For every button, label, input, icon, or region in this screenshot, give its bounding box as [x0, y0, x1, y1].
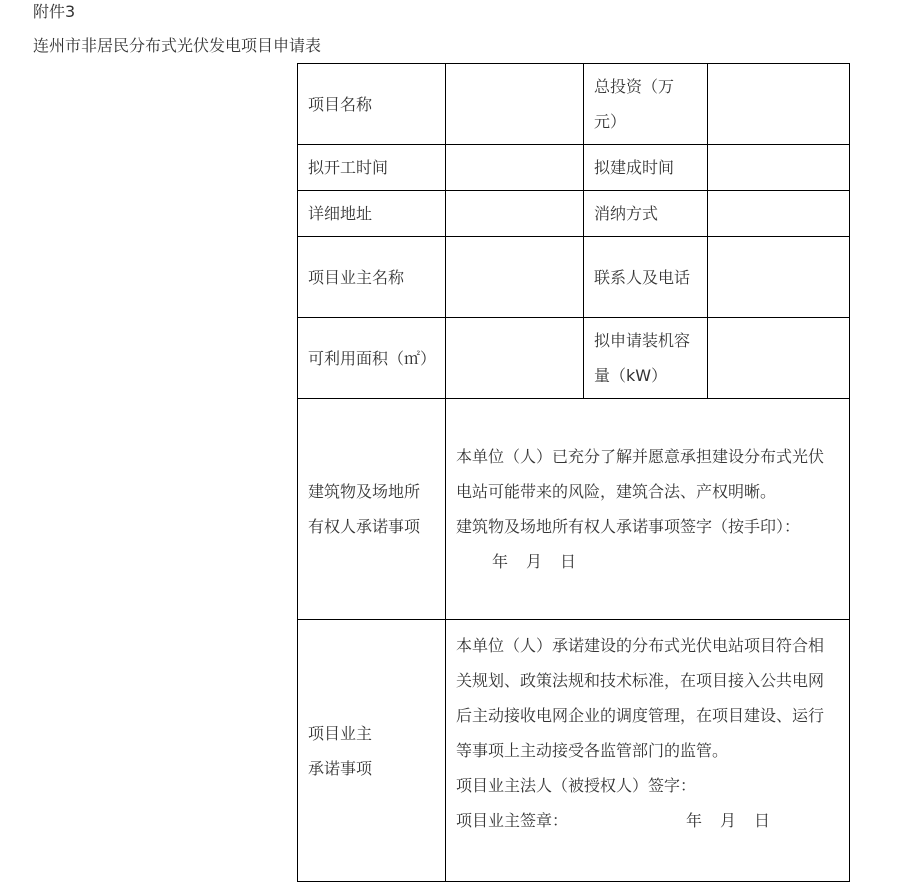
- table-row: [298, 237, 850, 318]
- label-cell: [298, 145, 446, 191]
- day-label: 日: [560, 552, 577, 571]
- signature-instruction: 建筑物及场地所有权人承诺事项签字（按手印）：: [456, 517, 801, 536]
- start-date-label: 拟开工时间: [308, 158, 389, 177]
- seal-line: [456, 803, 839, 838]
- month-label: 月: [720, 811, 737, 830]
- label-cell: [584, 64, 708, 145]
- legal-rep-signature-label: 项目业主法人（被授权人）签字：: [456, 776, 697, 795]
- completion-date-field[interactable]: [708, 145, 850, 191]
- usable-area-field[interactable]: [446, 318, 584, 399]
- owner-seal-label: 项目业主签章：: [456, 811, 569, 830]
- owner-name-field[interactable]: [446, 237, 584, 318]
- project-name-field[interactable]: [446, 64, 584, 145]
- address-field[interactable]: [446, 191, 584, 237]
- form-title: 连州市非居民分布式光伏发电项目申请表: [33, 36, 322, 55]
- label-cell: [298, 64, 446, 145]
- table-row: [298, 191, 850, 237]
- owner-commitment-cell: [446, 620, 850, 882]
- owner-name-label: 项目业主名称: [308, 267, 405, 287]
- consumption-mode-field[interactable]: [708, 191, 850, 237]
- commitment-text: 本单位（人）已充分了解并愿意承担建设分布式光伏电站可能带来的风险，建筑合法、产权明晰。: [456, 447, 825, 501]
- date-line: [456, 544, 839, 579]
- date-line: [686, 811, 788, 830]
- property-owner-commitment-label: 建筑物及场地所有权人承诺事项: [308, 482, 421, 536]
- usable-area-label: 可利用面积（㎡）: [308, 348, 437, 368]
- table-row: [298, 64, 850, 145]
- attachment-label: 附件3: [33, 2, 76, 21]
- label-cell: [584, 237, 708, 318]
- capacity-field[interactable]: [708, 318, 850, 399]
- label-cell: [298, 318, 446, 399]
- total-investment-label: 总投资（万元）: [594, 77, 675, 131]
- application-form-table: [297, 63, 850, 882]
- contact-field[interactable]: [708, 237, 850, 318]
- consumption-mode-label: 消纳方式: [594, 204, 659, 223]
- label-cell: [298, 620, 446, 882]
- label-cell: [584, 191, 708, 237]
- start-date-field[interactable]: [446, 145, 584, 191]
- label-cell: [298, 399, 446, 620]
- table-row: [298, 318, 850, 399]
- year-label: 年: [492, 552, 509, 571]
- owner-commitment-label-line1: 项目业主: [308, 723, 373, 743]
- table-row: [298, 399, 850, 620]
- label-cell: [298, 237, 446, 318]
- capacity-label: 拟申请装机容量（kW）: [594, 331, 691, 385]
- table-row: [298, 620, 850, 882]
- month-label: 月: [526, 552, 543, 571]
- project-name-label: 项目名称: [308, 94, 373, 114]
- label-cell: [584, 318, 708, 399]
- property-owner-commitment-cell: [446, 399, 850, 620]
- day-label: 日: [754, 811, 771, 830]
- total-investment-field[interactable]: [708, 64, 850, 145]
- commitment-text: 本单位（人）承诺建设的分布式光伏电站项目符合相关规划、政策法规和技术标准，在项目接入公共电网后主动接收电网企业的调度管理，在项目建设、运行等事项上主动接受各监管部门的监管。: [456, 636, 825, 760]
- year-label: 年: [686, 811, 703, 830]
- completion-date-label: 拟建成时间: [594, 158, 675, 177]
- contact-label: 联系人及电话: [594, 267, 691, 287]
- address-label: 详细地址: [308, 204, 373, 223]
- label-cell: [584, 145, 708, 191]
- table-row: [298, 145, 850, 191]
- label-cell: [298, 191, 446, 237]
- owner-commitment-label-line2: 承诺事项: [308, 758, 373, 778]
